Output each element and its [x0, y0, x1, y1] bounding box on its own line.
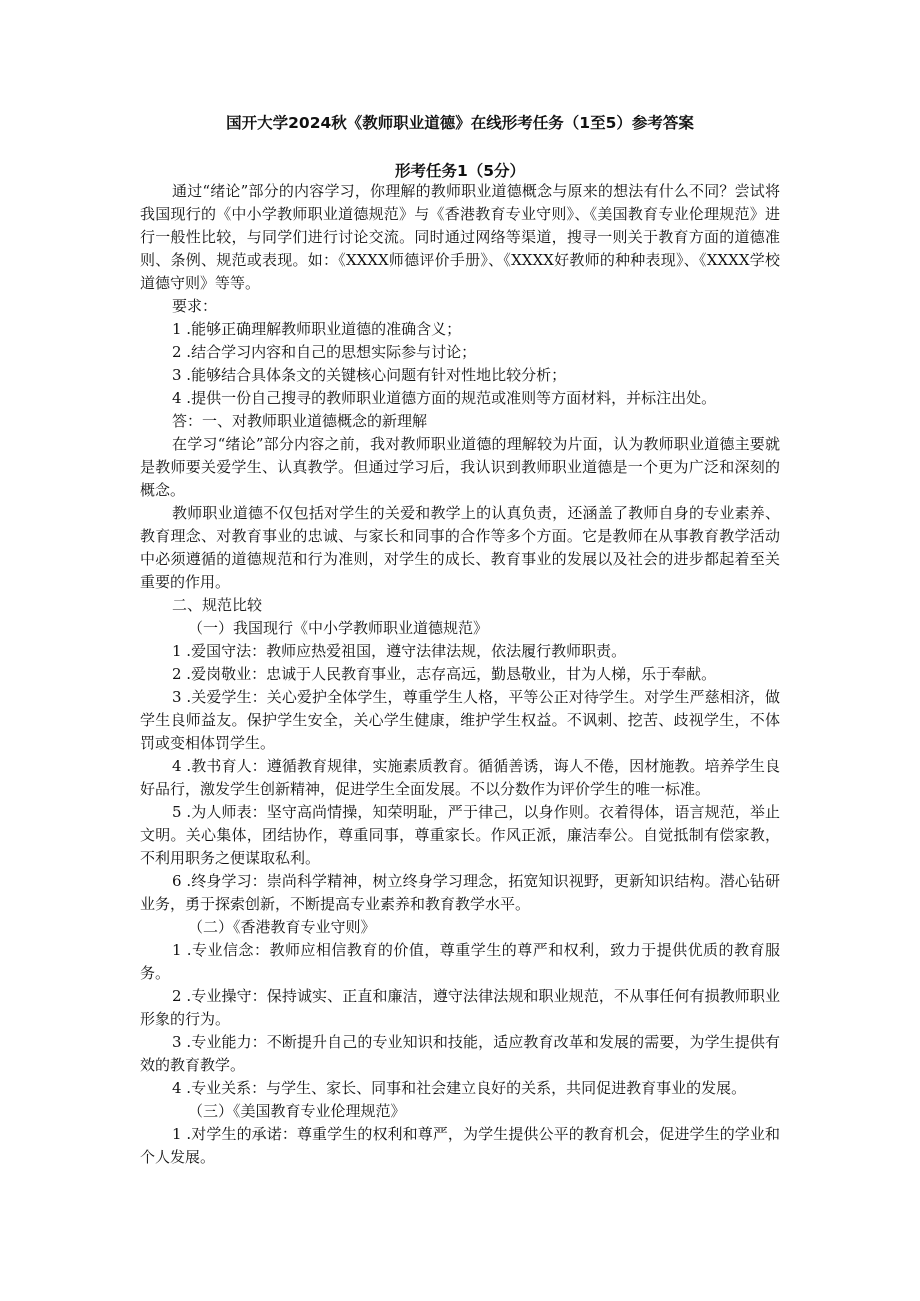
- paragraph: 二、规范比较: [172, 596, 263, 614]
- paragraph: 在学习“绪论”部分内容之前，我对教师职业道德的理解较为片面，认为教师职业道德主要就是教师要关爱学生、认真教学。但通过学习后，我认识到教师职业道德是一个更为广泛和深刻的概念。: [140, 435, 780, 499]
- paragraph: 要求：: [172, 297, 218, 315]
- paragraph: 4 .教书育人：遵循教育规律，实施素质教育。循循善诱，诲人不倦，因材施教。培养学生良好品行，激发学生创新精神，促进学生全面发展。不以分数作为评价学生的唯一标准。: [140, 757, 780, 798]
- task-heading: 形考任务1（5分）: [394, 162, 526, 180]
- paragraph: 通过“绪论”部分的内容学习，你理解的教师职业道德概念与原来的想法有什么不同？尝试将我国现行的《中小学教师职业道德规范》与《香港教育专业守则》、《美国教育专业伦理规范》进行一般性比较，与同学们进行讨论交流。同时通过网络等渠道，搜寻一则关于教育方面的道德准则、条例、规范或表现。如：《XXXX师德评价手册》、《XXXX好教师的种种表现》、《XXXX学校道德守则》等等。: [140, 182, 780, 292]
- paragraph: 答：一、对教师职业道德概念的新理解: [172, 412, 428, 430]
- paragraph: 6 .终身学习：崇尚科学精神，树立终身学习理念，拓宽知识视野，更新知识结构。潜心钻研业务，勇于探索创新，不断提高专业素养和教育教学水平。: [140, 872, 780, 913]
- paragraph: 4 .专业关系：与学生、家长、同事和社会建立良好的关系，共同促进教育事业的发展。: [172, 1079, 747, 1097]
- paragraph: （一）我国现行《中小学教师职业道德规范》: [188, 619, 489, 637]
- paragraph: 3 .能够结合具体条文的关键核心问题有针对性地比较分析；: [172, 366, 567, 384]
- paragraph: 教师职业道德不仅包括对学生的关爱和教学上的认真负责，还涵盖了教师自身的专业素养、教育理念、对教育事业的忠诚、与家长和同事的合作等多个方面。它是教师在从事教育教学活动中必须遵循的道德规范和行为准则，对学生的成长、教育事业的发展以及社会的进步都起着至关重要的作用。: [140, 504, 780, 591]
- document-title: 国开大学2024秋《教师职业道德》在线形考任务（1至5）参考答案: [226, 114, 694, 132]
- paragraph: 2 .结合学习内容和自己的思想实际参与讨论；: [172, 343, 477, 361]
- paragraph: 4 .提供一份自己搜寻的教师职业道德方面的规范或准则等方面材料，并标注出处。: [172, 389, 717, 407]
- paragraph: 2 .爱岗敬业：忠诚于人民教育事业，志存高远，勤恳敬业，甘为人梯，乐于奉献。: [172, 665, 717, 683]
- paragraph: 3 .关爱学生：关心爱护全体学生，尊重学生人格，平等公正对待学生。对学生严慈相济，做学生良师益友。保护学生安全，关心学生健康，维护学生权益。不讽刺、挖苦、歧视学生，不体罚或变相体罚学生。: [140, 688, 780, 752]
- paragraph: 2 .专业操守：保持诚实、正直和廉洁，遵守法律法规和职业规范，不从事任何有损教师职业形象的行为。: [140, 987, 780, 1028]
- paragraph: 1 .爱国守法：教师应热爱祖国，遵守法律法规，依法履行教师职责。: [172, 642, 627, 660]
- paragraph: 1 .能够正确理解教师职业道德的准确含义；: [172, 320, 462, 338]
- document-body: [140, 180, 780, 1169]
- paragraph: 1 .专业信念：教师应相信教育的价值，尊重学生的尊严和权利，致力于提供优质的教育服务。: [140, 941, 780, 982]
- paragraph: （二）《香港教育专业守则》: [188, 918, 376, 936]
- paragraph: 3 .专业能力：不断提升自己的专业知识和技能，适应教育改革和发展的需要，为学生提供有效的教育教学。: [140, 1033, 780, 1074]
- paragraph: （三）《美国教育专业伦理规范》: [188, 1102, 406, 1120]
- paragraph: 5 .为人师表：坚守高尚情操，知荣明耻，严于律己，以身作则。衣着得体，语言规范，举止文明。关心集体，团结协作，尊重同事，尊重家长。作风正派，廉洁奉公。自觉抵制有偿家教，不利用职务之便谋取私利。: [140, 803, 780, 867]
- paragraph: 1 .对学生的承诺：尊重学生的权利和尊严，为学生提供公平的教育机会，促进学生的学业和个人发展。: [140, 1125, 780, 1166]
